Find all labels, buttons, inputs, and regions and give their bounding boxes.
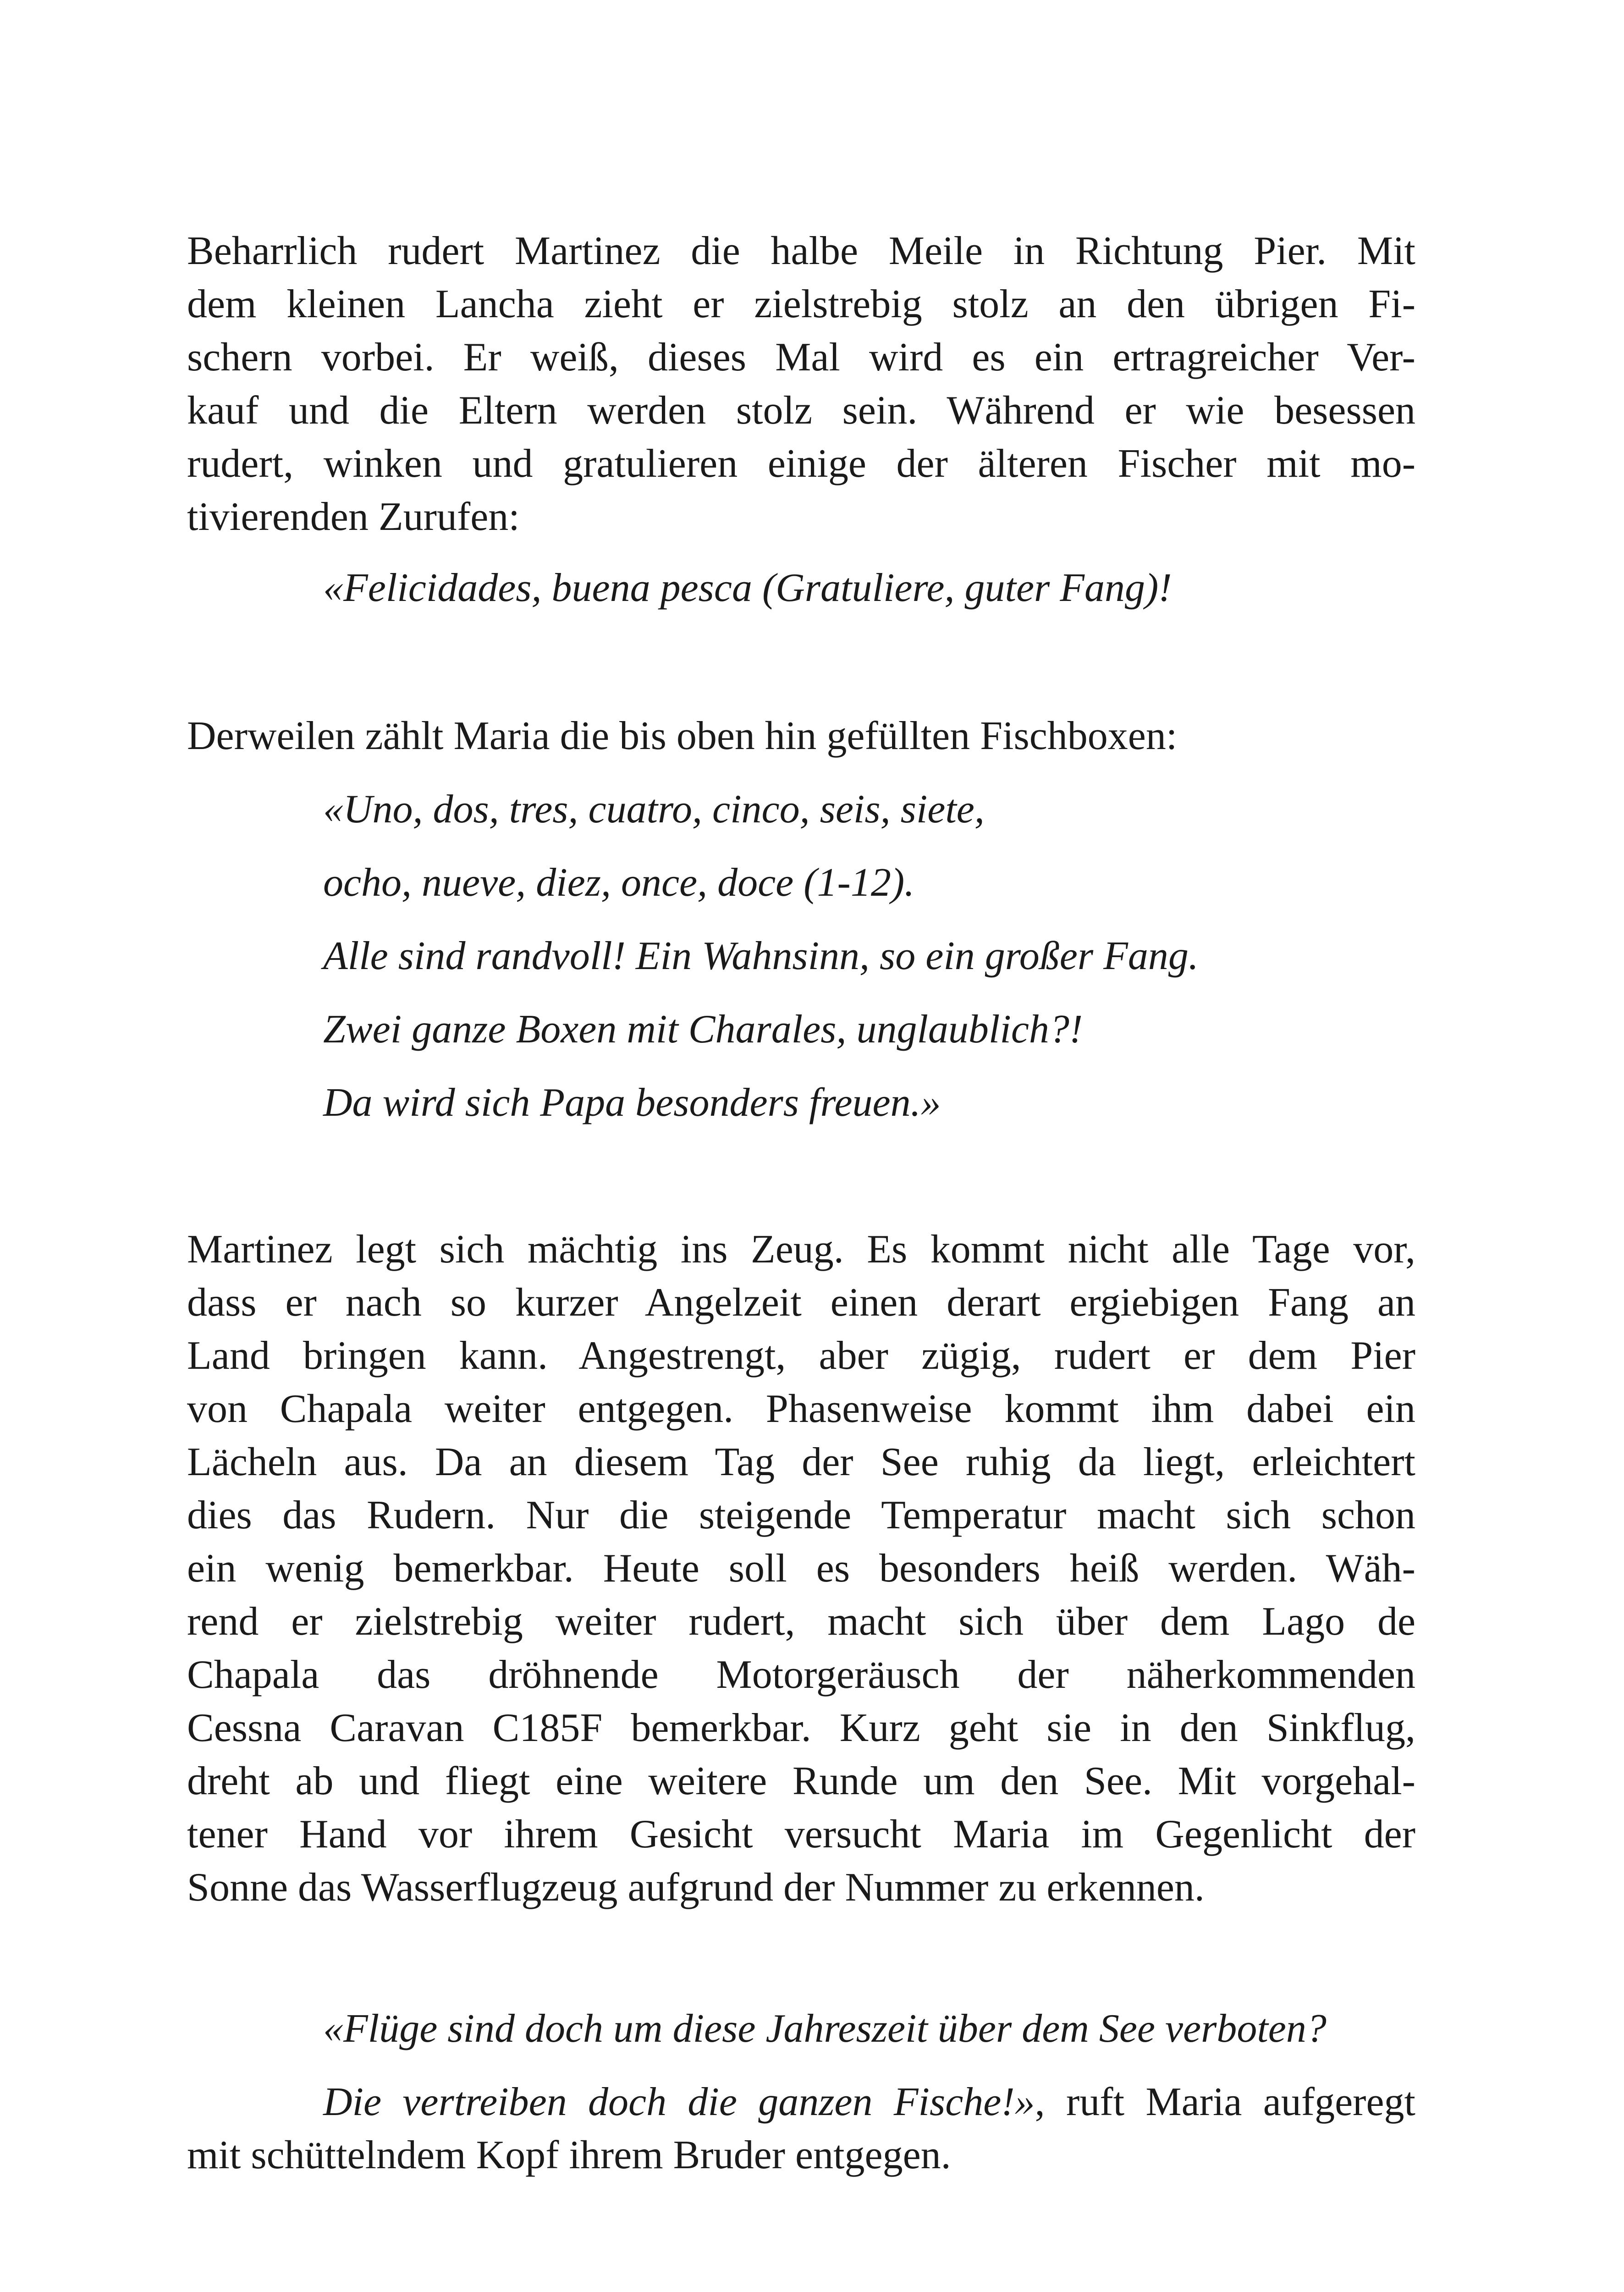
paragraph-3-line-6: dies das Rudern. Nur die steigende Temperatur macht sich schon [187, 1493, 1415, 1537]
quote-3-line-1: «Flüge sind doch um diese Jahreszeit über dem See verboten? [323, 2006, 1327, 2051]
paragraph-3-line-12: tener Hand vor ihrem Gesicht versucht Maria im Gegenlicht der [187, 1812, 1415, 1857]
quote-3-line-2 [323, 2076, 1415, 2129]
quote-1: «Felicidades, buena pesca (Gratuliere, guter Fang)! [323, 566, 1172, 610]
paragraph-3-line-3: Land bringen kann. Angestrengt, aber zügig, rudert er dem Pier [187, 1333, 1415, 1378]
paragraph-1-line-4: kauf und die Eltern werden stolz sein. Während er wie besessen [187, 388, 1415, 433]
paragraph-3-line-11: dreht ab und fliegt eine weitere Runde um den See. Mit vorgehal- [187, 1759, 1415, 1803]
quote-2-line-3: Alle sind randvoll! Ein Wahnsinn, so ein großer Fang. [323, 934, 1199, 978]
quote-3-line-2-italic: Die vertreiben doch die ganzen Fische!» [323, 2080, 1035, 2124]
quote-2-line-5: Da wird sich Papa besonders freuen.» [323, 1080, 941, 1125]
paragraph-1-line-2: dem kleinen Lancha zieht er zielstrebig stolz an den übrigen Fi- [187, 282, 1415, 326]
paragraph-3-line-8: rend er zielstrebig weiter rudert, macht sich über dem Lago de [187, 1599, 1415, 1644]
paragraph-3-line-10: Cessna Caravan C185F bemerkbar. Kurz geht sie in den Sinkflug, [187, 1706, 1415, 1750]
paragraph-3-line-4: von Chapala weiter entgegen. Phasenweise kommt ihm dabei ein [187, 1387, 1415, 1431]
paragraph-3-line-7: ein wenig bemerkbar. Heute soll es besonders heiß werden. Wäh- [187, 1546, 1415, 1591]
paragraph-2: Derweilen zählt Maria die bis oben hin gefüllten Fischboxen: [187, 714, 1178, 758]
paragraph-1-line-1: Beharrlich rudert Martinez die halbe Meile in Richtung Pier. Mit [187, 229, 1415, 273]
quote-2-line-1: «Uno, dos, tres, cuatro, cinco, seis, siete, [323, 787, 985, 832]
quote-2-line-2: ocho, nueve, diez, once, doce (1-12). [323, 860, 915, 905]
paragraph-3-line-5: Lächeln aus. Da an diesem Tag der See ruhig da liegt, erleichtert [187, 1440, 1415, 1484]
quote-3-line-2-roman: , ruft Maria aufgeregt [1035, 2080, 1415, 2124]
paragraph-1-line-3: schern vorbei. Er weiß, dieses Mal wird es ein ertragreicher Ver- [187, 335, 1415, 380]
paragraph-1-line-6: tivierenden Zurufen: [187, 495, 520, 539]
quote-2-line-4: Zwei ganze Boxen mit Charales, unglaublich?! [323, 1007, 1083, 1052]
paragraph-3-line-13: Sonne das Wasserflugzeug aufgrund der Nummer zu erkennen. [187, 1865, 1205, 1910]
quote-3-line-3: mit schüttelndem Kopf ihrem Bruder entgegen. [187, 2133, 951, 2177]
paragraph-1-line-5: rudert, winken und gratulieren einige der älteren Fischer mit mo- [187, 441, 1415, 486]
paragraph-3-line-1: Martinez legt sich mächtig ins Zeug. Es kommt nicht alle Tage vor, [187, 1227, 1415, 1272]
paragraph-3-line-9: Chapala das dröhnende Motorgeräusch der näherkommenden [187, 1653, 1415, 1697]
paragraph-3-line-2: dass er nach so kurzer Angelzeit einen derart ergiebigen Fang an [187, 1280, 1415, 1325]
